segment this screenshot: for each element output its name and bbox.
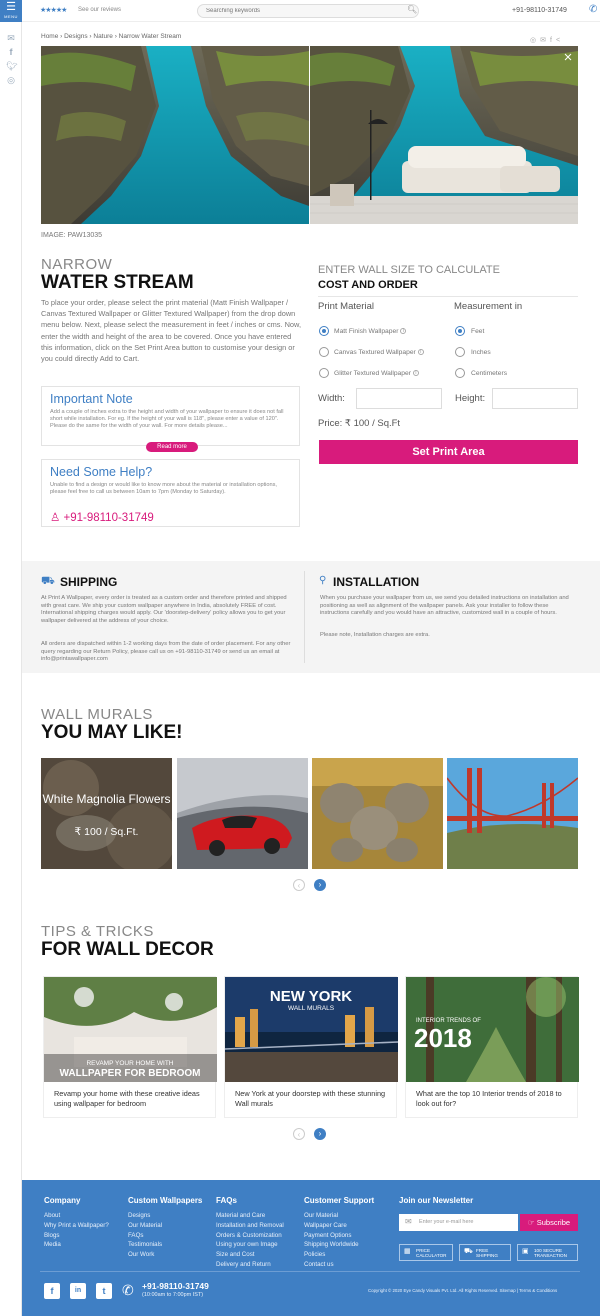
radio-glitter-textured[interactable]	[319, 368, 329, 378]
facebook-icon[interactable]: f	[44, 1283, 60, 1299]
product-title-line1: NARROW	[41, 256, 113, 273]
card-overlay-2: WALL MURALS	[287, 1005, 335, 1012]
help-text: Unable to find a design or would like to know more about the material or installation options, please feel free to call us between 10am to 7pm (Monday to Saturday).	[50, 482, 277, 496]
murals-title-line1: WALL MURALS	[41, 706, 153, 723]
menu-button[interactable]	[0, 0, 22, 22]
tips-next-button[interactable]: ›	[314, 1128, 326, 1140]
menu-label: MENU	[4, 14, 18, 19]
footer-link[interactable]: FAQs	[128, 1231, 144, 1239]
footer-link[interactable]: Installation and Removal	[216, 1221, 284, 1229]
left-sidebar	[0, 0, 22, 1316]
footer-link[interactable]: Delivery and Return	[216, 1260, 271, 1268]
height-input[interactable]	[492, 388, 578, 409]
shipping-text: At Print A Wallpaper, every order is treated as a custom order and therefore printed and shipped with great care. We ship your custom wallpaper anywhere in India, absolutely FREE of cost. International shipping charges would apply. Our 'doorstep-delivery' policy allows you to get your wallpaper delivered at the address of your choice.	[41, 595, 287, 624]
tips-title-line2: FOR WALL DECOR	[41, 939, 214, 960]
calculator-subheading: COST AND ORDER	[318, 279, 418, 291]
card-overlay-2: WALLPAPER FOR BEDROOM	[59, 1068, 201, 1079]
radio-canvas-textured[interactable]	[319, 347, 329, 357]
card-overlay-1: REVAMP YOUR HOME WITH	[86, 1060, 174, 1067]
calculator-icon: ▦	[404, 1248, 411, 1255]
tip-card-interior-trends[interactable]	[405, 976, 578, 1118]
menu-icon: ☰	[6, 1, 16, 13]
mail-icon: ✉	[405, 1217, 412, 1226]
mural-tile-red-car[interactable]	[177, 758, 308, 869]
tip-image	[44, 977, 217, 1082]
see-reviews-link[interactable]: See our reviews	[78, 7, 122, 13]
feature-secure-transaction[interactable]: ▣ 100 SECURE TRANSACTION	[517, 1244, 578, 1261]
width-label: Width:	[318, 393, 345, 404]
copyright: Copyright © 2020 Eye Candy Visuals Pvt. Ltd. All Rights Reserved. Sitemap | Terms & Conditions	[368, 1288, 558, 1293]
pointer-icon: ☞	[527, 1218, 537, 1227]
footer-divider	[40, 1271, 580, 1272]
newsletter-title: Join our Newsletter	[399, 1196, 474, 1205]
card-overlay-2: 2018	[414, 1023, 472, 1053]
mural-tile-magnolia[interactable]	[41, 758, 172, 869]
twitter-icon[interactable]: t	[96, 1283, 112, 1299]
mural-price: ₹ 100 / Sq.Ft.	[74, 826, 139, 838]
image-id: IMAGE: PAW13035	[41, 232, 103, 239]
width-input[interactable]	[356, 388, 442, 409]
radio-feet[interactable]	[455, 326, 465, 336]
option-glitter-textured[interactable]: Glitter Textured Wallpaper i	[334, 370, 419, 377]
footer-link[interactable]: Our Work	[128, 1251, 155, 1259]
footer-link[interactable]: About	[44, 1212, 61, 1219]
mural-name: White Magnolia Flowers	[42, 792, 171, 806]
info-icon: i	[418, 349, 424, 355]
newsletter-email-input[interactable]	[399, 1214, 518, 1231]
installation-title: INSTALLATION	[333, 575, 420, 589]
set-print-area-button[interactable]: Set Print Area	[319, 440, 578, 464]
help-phone-number[interactable]: +91-98110-31749	[63, 512, 154, 524]
footer-link[interactable]: Testimonials	[128, 1241, 163, 1249]
murals-title-line2: YOU MAY LIKE!	[41, 722, 183, 743]
share-icons[interactable]	[530, 36, 564, 44]
product-title-line2: WATER STREAM	[41, 272, 194, 293]
radio-inches[interactable]	[455, 347, 465, 357]
footer-link[interactable]: Orders & Customization	[216, 1231, 282, 1239]
mural-tile-elephants[interactable]	[312, 758, 443, 869]
product-image-main[interactable]	[41, 46, 309, 224]
breadcrumb[interactable]: Home › Designs › Nature › Narrow Water Stream	[41, 33, 182, 40]
info-icon: i	[400, 328, 406, 334]
product-image-room-preview[interactable]	[310, 46, 578, 224]
shipping-title: SHIPPING	[60, 575, 118, 589]
footer-company-links	[44, 1211, 109, 1250]
installation-text: When you purchase your wallpaper from us, we send you detailed instructions on installation and positioning as well as alignment of the wallpaper panels. Ask your installer to follow these instructions carefully and you would have an attractive, customized wall in a couple of hours.	[320, 595, 569, 617]
whatsapp-icon[interactable]: ◎	[7, 75, 15, 85]
footer-link[interactable]: Why Print a Wallpaper?	[44, 1221, 109, 1229]
option-feet[interactable]: Feet	[471, 328, 485, 335]
top-bar	[22, 0, 600, 22]
radio-centimeters[interactable]	[455, 368, 465, 378]
tip-caption[interactable]: New York at your doorstep with these stunning Wall murals	[235, 1089, 386, 1108]
footer-link[interactable]: Policies	[304, 1251, 326, 1259]
footer-link[interactable]: Using your own Image	[216, 1241, 278, 1249]
option-canvas-textured[interactable]: Canvas Textured Wallpaper i	[334, 349, 424, 356]
tip-image	[406, 977, 579, 1082]
footer-link[interactable]: Wallpaper Care	[304, 1221, 347, 1229]
whatsapp-share-icon[interactable]: ◎	[530, 37, 541, 44]
mail-icon[interactable]: ✉	[7, 33, 15, 43]
murals-prev-button[interactable]: ‹	[293, 879, 305, 891]
read-more-button[interactable]: Read more	[146, 442, 198, 452]
footer-link[interactable]: Size and Cost	[216, 1251, 255, 1259]
help-title: Need Some Help?	[50, 465, 153, 479]
phone-icon: ✆	[589, 4, 598, 15]
option-matt-finish[interactable]: Matt Finish Wallpaper i	[334, 328, 406, 335]
info-icon: i	[413, 370, 419, 376]
murals-next-button[interactable]: ›	[314, 879, 326, 891]
user-icon: ♙	[50, 512, 64, 524]
footer-hours: (10:00am to 7:00pm IST)	[142, 1292, 204, 1298]
help-phone[interactable]	[50, 510, 154, 524]
important-note-title: Important Note	[50, 392, 133, 406]
subscribe-button[interactable]	[520, 1214, 578, 1231]
feature-price-calculator[interactable]: ▦ PRICE CALCULATOR	[399, 1244, 453, 1261]
footer-link[interactable]: Media	[44, 1241, 61, 1249]
subscribe-label: Subscribe	[536, 1218, 571, 1227]
footer-phone[interactable]: +91-98110-31749	[142, 1281, 209, 1291]
footer-link[interactable]: Our Material	[304, 1212, 339, 1219]
help-box	[41, 459, 300, 527]
tip-card-bedroom[interactable]	[43, 976, 216, 1118]
footer-link[interactable]: Blogs	[44, 1231, 60, 1239]
footer-link[interactable]: Shipping Worldwide	[304, 1241, 359, 1249]
important-note-box	[41, 386, 300, 450]
location-pin-icon: ⚲	[319, 575, 327, 586]
shipping-dispatch-text: All orders are dispatched within 1-2 working days from the date of order placement. For any other query regarding our Return Policy, please call us on +91-98110-31749 or send us an email at info@printawallpaper.com	[41, 641, 291, 663]
divider	[304, 571, 305, 663]
height-label: Height:	[455, 393, 486, 404]
option-inches[interactable]: Inches	[471, 349, 491, 356]
facebook-icon[interactable]: f	[9, 47, 13, 57]
email-placeholder: Enter your e-mail here	[419, 1219, 474, 1225]
tip-caption[interactable]: Revamp your home with these creative ideas using wallpaper for bedroom	[54, 1089, 200, 1108]
feature-free-shipping[interactable]: ⛟ FREE SHIPPING	[459, 1244, 511, 1261]
price-per-sqft: Price: ₹ 100 / Sq.Ft	[318, 418, 401, 429]
tips-prev-button[interactable]: ‹	[293, 1128, 305, 1140]
order-instructions: To place your order, please select the print material (Matt Finish Wallpaper / Canvas Textured Wallpaper or Glitter Textured Wallpaper) from the drop down menu below. Next, please select the measurement in feet / inches or cms. Now, enter the width and height of the area to be covered. Once you have entered this information, click on the Set Print Area button to customise your design or you could directly Add to Cart.	[41, 298, 302, 364]
facebook-share-icon[interactable]: f	[549, 37, 556, 44]
header-phone[interactable]: +91-98110-31749	[512, 7, 567, 14]
share-icon[interactable]: <	[555, 37, 565, 44]
twitter-icon[interactable]: 🐦︎	[6, 61, 18, 71]
lock-icon: ▣	[522, 1248, 529, 1255]
mural-tile-golden-gate[interactable]	[447, 758, 578, 869]
card-overlay-1: INTERIOR TRENDS OF	[416, 1018, 481, 1024]
divider	[318, 296, 578, 297]
footer-custom-links	[128, 1211, 162, 1260]
tip-card-new-york[interactable]	[224, 976, 397, 1118]
truck-icon: ⛟	[464, 1248, 473, 1255]
tip-image	[225, 977, 398, 1082]
linkedin-icon[interactable]: in	[70, 1283, 86, 1299]
measurement-label: Measurement in	[454, 301, 523, 312]
mail-share-icon[interactable]: ✉	[540, 37, 550, 44]
footer-support-links	[304, 1211, 359, 1270]
tips-title-line1: TIPS & TRICKS	[41, 923, 154, 940]
footer-link[interactable]: Our Material	[128, 1221, 163, 1229]
footer-company-title: Company	[44, 1196, 81, 1205]
truck-icon: ⛟	[41, 575, 55, 587]
footer-faqs-links	[216, 1211, 284, 1270]
footer-faqs-title: FAQs	[216, 1196, 237, 1205]
search-icon[interactable]: 🔍︎	[407, 5, 418, 14]
search-input[interactable]	[197, 4, 419, 18]
installation-note: Please note, Installation charges are extra.	[320, 632, 430, 638]
print-material-label: Print Material	[318, 301, 374, 312]
footer-link[interactable]: Contact us	[304, 1260, 334, 1268]
footer-link[interactable]: Material and Care	[216, 1212, 266, 1219]
calculator-heading: ENTER WALL SIZE TO CALCULATE	[318, 264, 500, 276]
phone-icon: ✆	[122, 1282, 134, 1298]
rating-stars-icon: ★★★★★	[40, 7, 67, 14]
footer	[22, 1180, 600, 1316]
tip-caption[interactable]: What are the top 10 Interior trends of 2018 to look out for?	[416, 1089, 562, 1108]
footer-link[interactable]: Designs	[128, 1212, 151, 1219]
footer-link[interactable]: Payment Options	[304, 1231, 352, 1239]
important-note-text: Add a couple of inches extra to the height and width of your wallpaper to ensure it does not fall short while installation. For eg. If the height of your wall is 118", please enter a value of 120". Please do the same for the width of your wall. For more details please...	[50, 409, 284, 430]
footer-support-title: Customer Support	[304, 1196, 375, 1205]
footer-custom-title: Custom Wallpapers	[128, 1196, 203, 1205]
radio-matt-finish[interactable]	[319, 326, 329, 336]
card-overlay-1: NEW YORK	[269, 988, 353, 1005]
option-centimeters[interactable]: Centimeters	[471, 370, 508, 377]
